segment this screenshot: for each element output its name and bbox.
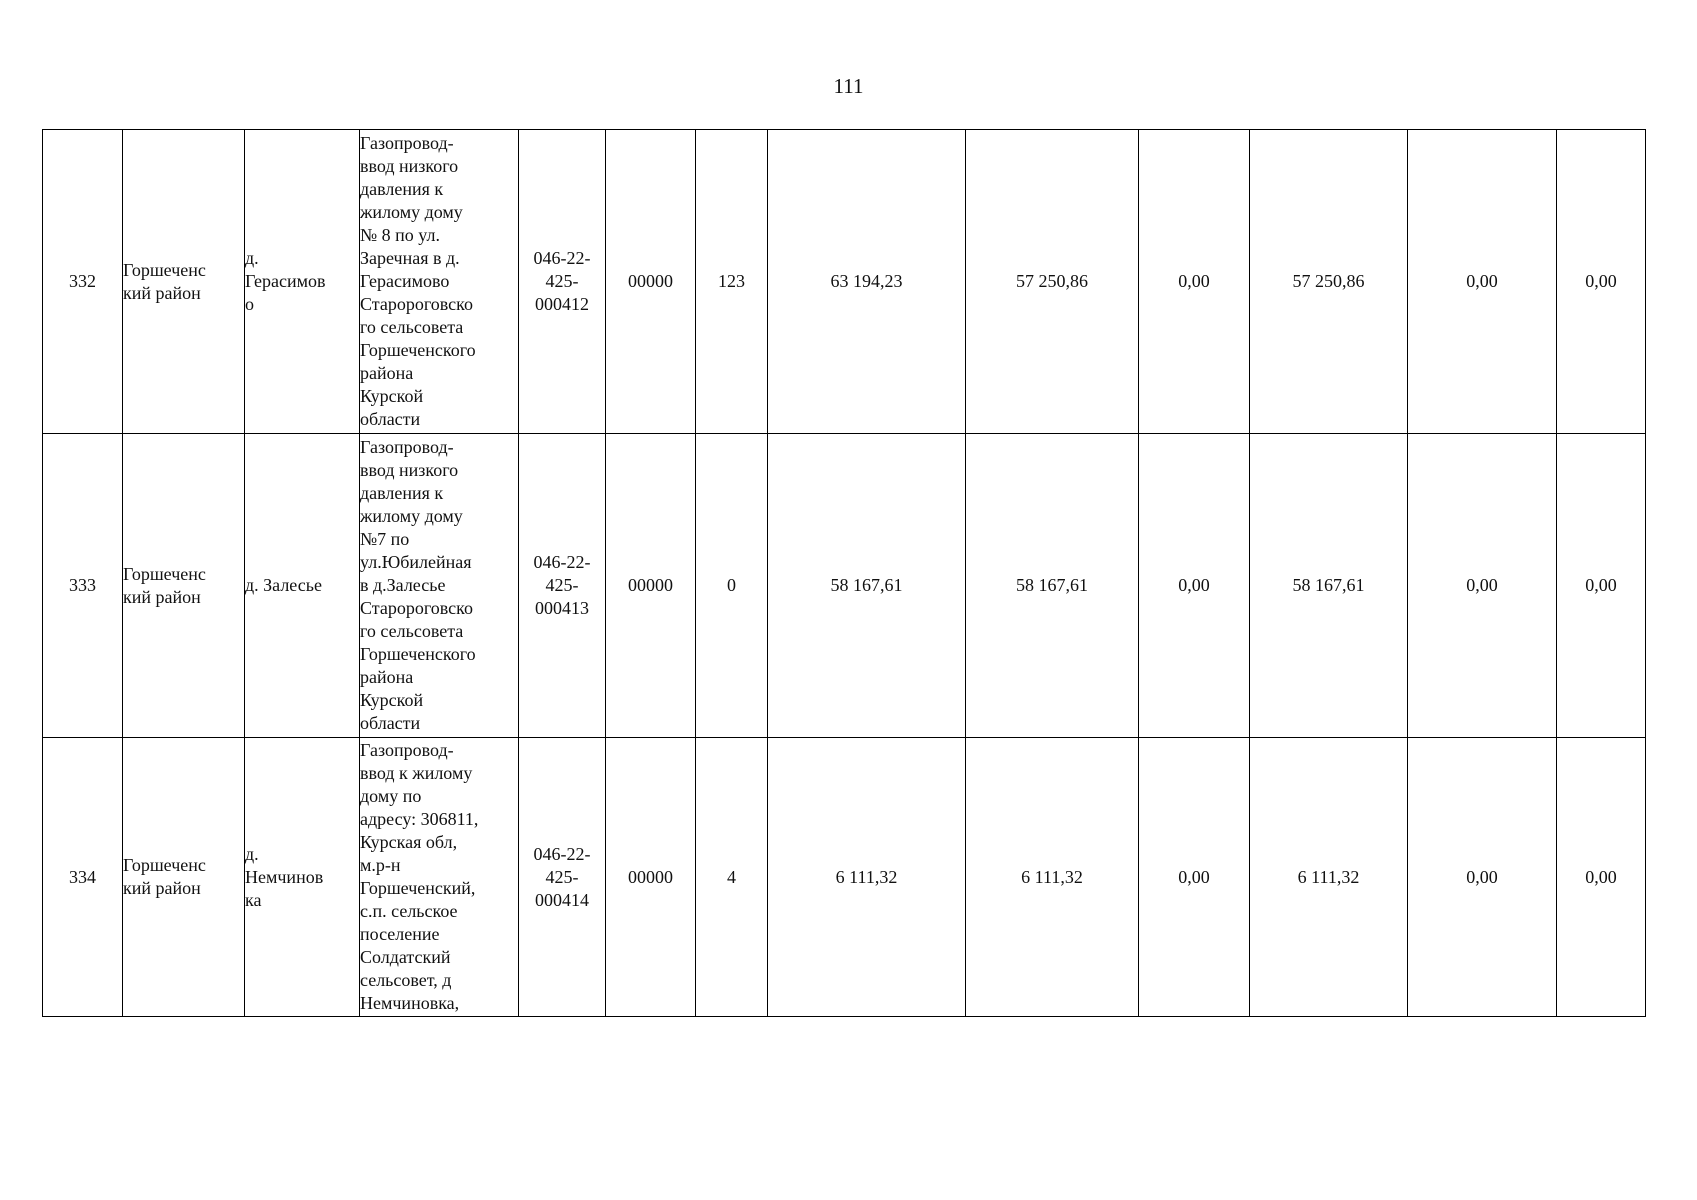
table-row [43,738,1646,1017]
amount-cell: 63 194,23 [768,130,966,434]
code-suffix-cell: 00000 [606,434,696,738]
amount-cell: 58 167,61 [768,434,966,738]
table-row [43,130,1646,434]
district-cell: Горшеченс кий район [123,434,245,738]
description-cell: Газопровод- ввод к жилому дому по адресу: 306811, Курская обл, м.р-н Горшеченский, с.п. сельское поселение Солдатский сельсовет, д Немчиновка, [360,738,519,1017]
district-cell: Горшеченс кий район [123,130,245,434]
code-suffix-cell: 00000 [606,130,696,434]
table-row [43,434,1646,738]
amount-cell: 6 111,32 [768,738,966,1017]
page-number: 111 [833,74,864,98]
amount-cell: 57 250,86 [966,130,1139,434]
description-cell: Газопровод- ввод низкого давления к жилому дому №7 по ул.Юбилейная в д.Залесье Старороговско го сельсовета Горшеченского района Курской области [360,434,519,738]
amount-cell: 57 250,86 [1250,130,1408,434]
quantity-cell: 123 [696,130,768,434]
row-number: 332 [43,130,123,434]
amount-cell: 0,00 [1557,130,1646,434]
amount-cell: 0,00 [1557,434,1646,738]
code-cell: 046-22- 425- 000412 [519,130,606,434]
amount-cell: 0,00 [1139,434,1250,738]
row-number: 334 [43,738,123,1017]
amount-cell: 0,00 [1139,738,1250,1017]
locality-cell: д. Залесье [245,434,360,738]
amount-cell: 6 111,32 [1250,738,1408,1017]
locality-cell: д. Герасимов о [245,130,360,434]
code-suffix-cell: 00000 [606,738,696,1017]
amount-cell: 0,00 [1139,130,1250,434]
description-cell: Газопровод- ввод низкого давления к жилому дому № 8 по ул. Заречная в д. Герасимово Старороговско го сельсовета Горшеченского района Курской области [360,130,519,434]
district-cell: Горшеченс кий район [123,738,245,1017]
row-number: 333 [43,434,123,738]
code-cell: 046-22- 425- 000414 [519,738,606,1017]
amount-cell: 0,00 [1557,738,1646,1017]
quantity-cell: 0 [696,434,768,738]
amount-cell: 6 111,32 [966,738,1139,1017]
amount-cell: 58 167,61 [1250,434,1408,738]
registry-table [42,129,1646,1017]
quantity-cell: 4 [696,738,768,1017]
locality-cell: д. Немчинов ка [245,738,360,1017]
amount-cell: 58 167,61 [966,434,1139,738]
amount-cell: 0,00 [1408,738,1557,1017]
code-cell: 046-22- 425- 000413 [519,434,606,738]
amount-cell: 0,00 [1408,434,1557,738]
amount-cell: 0,00 [1408,130,1557,434]
